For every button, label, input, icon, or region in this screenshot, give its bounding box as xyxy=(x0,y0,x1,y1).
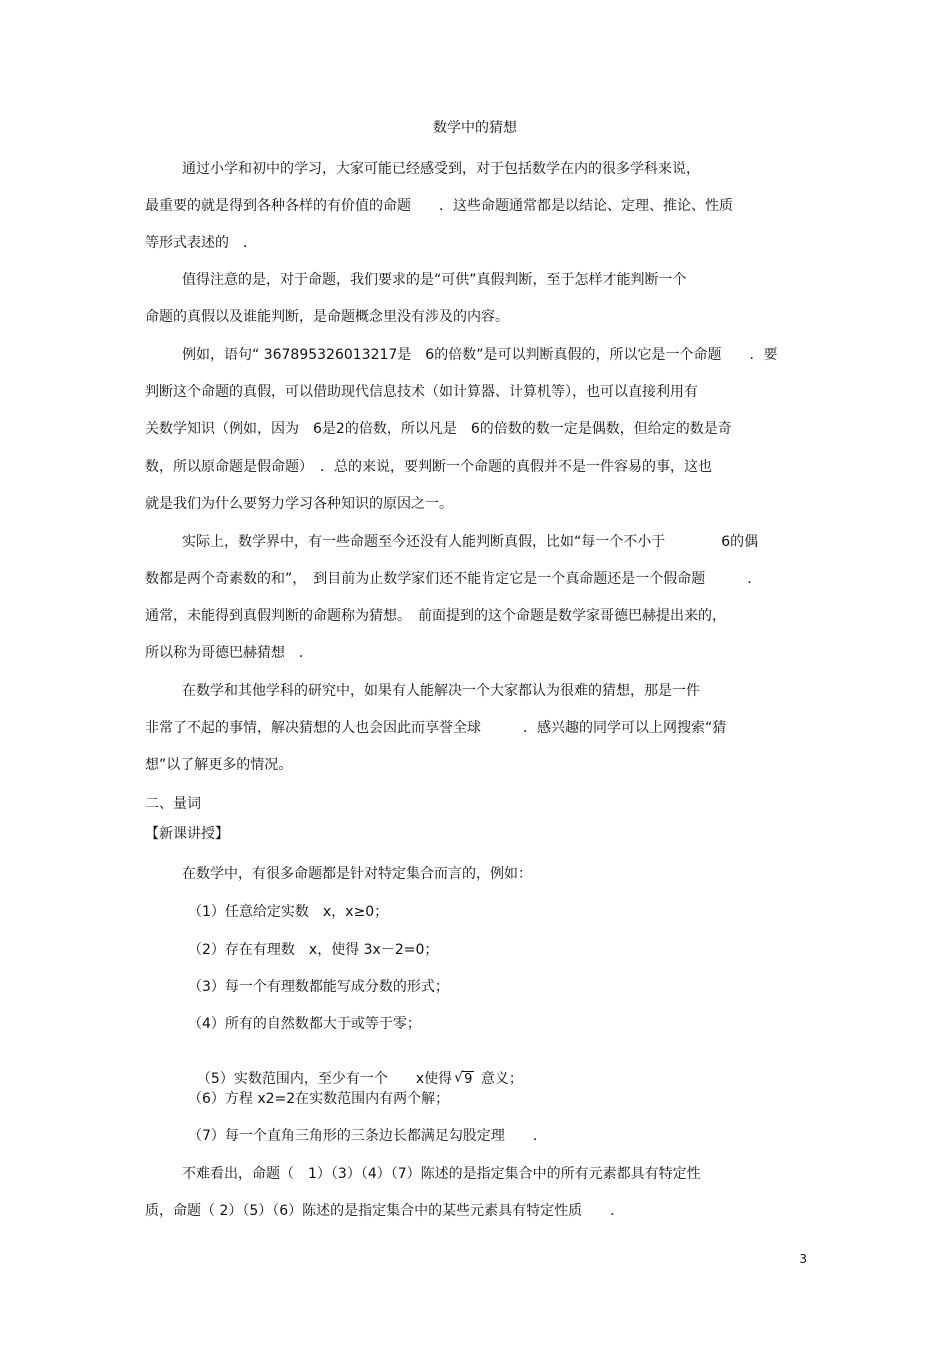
page-title: 数学中的猜想 xyxy=(433,120,517,136)
paragraph-line: 关数学知识（例如，因为 6是2的倍数，所以凡是 6的倍数的数一定是偶数，但给定的数是奇 xyxy=(145,421,732,437)
paragraph-line: 在数学中，有很多命题都是针对特定集合而言的，例如： xyxy=(182,866,532,882)
paragraph-line: 通常，未能得到真假判断的命题称为猜想。 前面提到的这个命题是数学家哥德巴赫提出来的， xyxy=(145,608,726,624)
paragraph-line: 所以称为哥德巴赫猜想 ． xyxy=(145,645,313,661)
section-heading: 二、量词 xyxy=(145,796,201,812)
paragraph-line: 不难看出，命题（ 1）（3）（4）（7）陈述的是指定集合中的所有元素都具有特定性 xyxy=(182,1166,701,1182)
paragraph-line: 命题的真假以及谁能判断，是命题概念里没有涉及的内容。 xyxy=(145,309,509,325)
paragraph-line: 在数学和其他学科的研究中，如果有人能解决一个大家都认为很难的猜想，那是一件 xyxy=(182,683,700,699)
paragraph-line: 实际上，数学界中，有一些命题至今还没有人能判断真假，比如“每一个不小于 6的偶 xyxy=(182,534,759,550)
list-item-text: 意义； xyxy=(476,1071,523,1087)
list-item: （3）每一个有理数都能写成分数的形式； xyxy=(188,979,449,995)
subsection-heading: 【新课讲授】 xyxy=(145,826,229,842)
paragraph-line: 例如，语句“ 367895326013217是 6的倍数”是可以判断真假的，所以它是一个命题 ．要 xyxy=(182,347,778,363)
list-item: （1）任意给定实数 x，x≥0； xyxy=(188,904,389,920)
list-item-text: （5）实数范围内，至少有一个 x使得 xyxy=(196,1071,453,1087)
paragraph-line: 质，命题（ 2）（5）（6）陈述的是指定集合中的某些元素具有特定性质 ． xyxy=(145,1203,625,1219)
paragraph-line: 值得注意的是，对于命题，我们要求的是“可供”真假判断，至于怎样才能判断一个 xyxy=(182,272,687,288)
radical-sign-icon: √ xyxy=(454,1070,464,1086)
list-item: （6）方程 x2=2在实数范围内有两个解； xyxy=(188,1091,450,1107)
paragraph-line: 想”以了解更多的情况。 xyxy=(145,757,293,773)
list-item xyxy=(188,1052,523,1089)
list-item: （4）所有的自然数都大于或等于零； xyxy=(188,1016,421,1032)
paragraph-line: 数都是两个奇素数的和”， 到目前为止数学家们还不能肯定它是一个真命题还是一个假命题 ． xyxy=(145,571,762,587)
paragraph-line: 非常了不起的事情，解决猜想的人也会因此而享誉全球 ．感兴趣的同学可以上网搜索“猜 xyxy=(145,720,727,736)
paragraph-line: 就是我们为什么要努力学习各种知识的原因之一。 xyxy=(145,496,453,512)
page-number: 3 xyxy=(799,1252,807,1266)
list-item: （2）存在有理数 x，使得 3x－2=0； xyxy=(188,942,439,958)
list-item: （7）每一个直角三角形的三条边长都满足勾股定理 ． xyxy=(188,1128,547,1144)
paragraph-line: 数，所以原命题是假命题） ．总的来说，要判断一个命题的真假并不是一件容易的事，这也 xyxy=(145,459,712,475)
paragraph-line: 通过小学和初中的学习，大家可能已经感受到，对于包括数学在内的很多学科来说， xyxy=(182,161,700,177)
paragraph-line: 最重要的就是得到各种各样的有价值的命题 ．这些命题通常都是以结论、定理、推论、性质 xyxy=(145,198,733,214)
square-root-expression xyxy=(454,1070,474,1089)
paragraph-line: 等形式表述的 ． xyxy=(145,235,257,251)
radicand: 9 xyxy=(464,1072,473,1087)
paragraph-line: 判断这个命题的真假，可以借助现代信息技术（如计算器、计算机等），也可以直接利用有 xyxy=(145,384,698,400)
